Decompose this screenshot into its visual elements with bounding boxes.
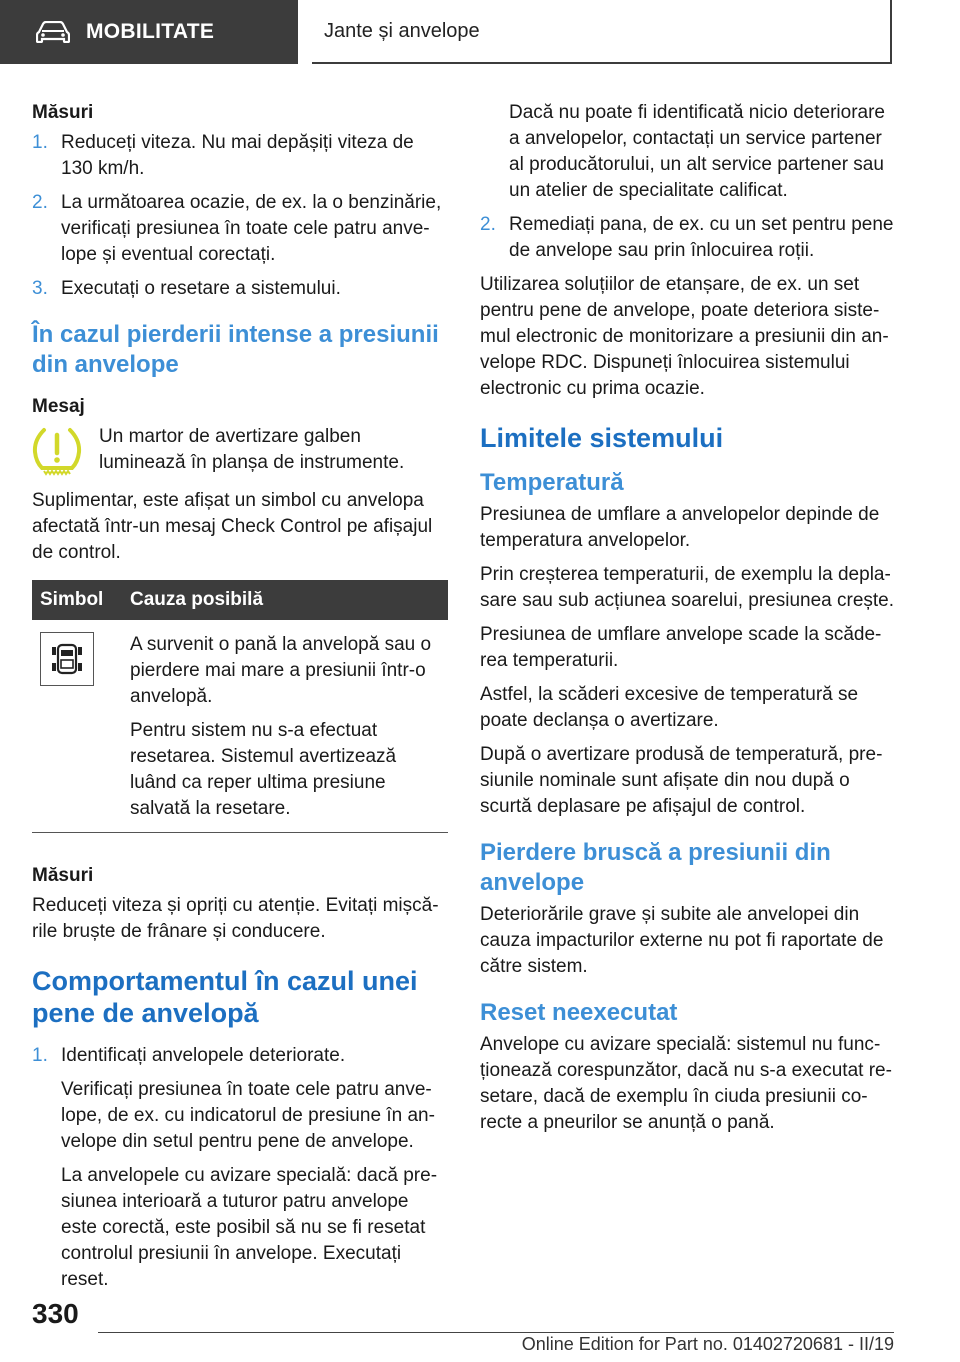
temp-text-2: Prin creșterea temperaturii, de exemplu la deplasare sau sub acțiunea soarelui, presiunea crește. bbox=[480, 564, 895, 611]
step-number: 2. bbox=[480, 214, 496, 235]
brusca-text: Deteriorările grave și subite ale anvelopei din cauza impacturilor externe nu pot fi raportate de către sistem. bbox=[480, 904, 884, 977]
page-header bbox=[0, 0, 960, 66]
table-header-row bbox=[32, 580, 448, 620]
temp-text-1: Presiunea de umflare a anvelopelor depinde de temperatura anvelopelor. bbox=[480, 504, 880, 551]
mesaj-title: Mesaj bbox=[32, 396, 85, 417]
step-text: Identificați anvelopele deteriorate. bbox=[61, 1045, 346, 1066]
suplimentar-text: Suplimentar, este afișat un simbol cu anvelopa afectată într-un mesaj Check Control pe afișajul de control. bbox=[32, 490, 433, 563]
cause-cell bbox=[122, 620, 448, 833]
list-item bbox=[32, 130, 448, 182]
step-number: 1. bbox=[32, 1045, 48, 1066]
step-text: Executați o resetare a sistemului. bbox=[61, 278, 341, 299]
list-item bbox=[480, 212, 896, 264]
section-tab[interactable] bbox=[0, 0, 298, 64]
reset-text: Anvelope cu avizare specială: sistemul nu funcționează corespunzător, dacă nu s-a executat resetare, dacă de exemplu în ciuda presiunii corecte a pneurilor se anunță o pană. bbox=[480, 1034, 892, 1133]
flat-tire-car-icon bbox=[47, 639, 87, 679]
table-row bbox=[32, 620, 448, 833]
heading-limitele: Limitele sistemului bbox=[480, 423, 724, 453]
step-paragraph: Verificați presiunea în toate cele patru anvelope, de ex. cu indicatorul de presiune în anvelope din setul pentru pene de anvelope. bbox=[61, 1079, 435, 1152]
heading-pierdere-brusca: Pierdere bruscă a presiunii din anvelope bbox=[480, 839, 831, 896]
page-number: 330 bbox=[32, 1298, 79, 1329]
temp-text-4: Astfel, la scăderi excesive de temperatură se poate declanșa o avertizare. bbox=[480, 684, 859, 731]
masuri-steps bbox=[32, 130, 448, 302]
step-paragraph: La anvelopele cu avizare specială: dacă presiunea interioară a tuturor patru anvelope este corectă, este posibil să nu se fi resetat controlul presiunii în anvelope. Executați reset. bbox=[61, 1165, 438, 1290]
col-header-cause: Cauza posibilă bbox=[122, 580, 448, 620]
warning-message bbox=[32, 424, 448, 476]
step-text: Remediați pana, de ex. cu un set pentru pene de anvelope sau prin înlocuirea roții. bbox=[509, 214, 894, 261]
heading-temperatura: Temperatură bbox=[480, 469, 624, 496]
list-item bbox=[480, 100, 896, 204]
cause-text-2: Pentru sistem nu s-a efectuat resetarea. Sistemul avertizează luând ca reper ultima presiune salvată la resetare. bbox=[130, 720, 397, 819]
list-item bbox=[32, 276, 448, 302]
masuri2-text: Reduceți viteza și opriți cu atenție. Evitați mișcările bruște de frânare și conducere. bbox=[32, 895, 439, 942]
footer-divider bbox=[98, 1332, 894, 1333]
pana-steps-continued bbox=[480, 100, 896, 264]
symbol-table bbox=[32, 580, 448, 833]
tire-pressure-warning-icon bbox=[32, 424, 82, 476]
masuri2-title: Măsuri bbox=[32, 865, 94, 886]
mesaj-text: Un martor de avertizare galben luminează în planșa de instrumente. bbox=[99, 426, 405, 473]
masuri-title: Măsuri bbox=[32, 102, 94, 123]
symbol-frame bbox=[40, 632, 94, 686]
step-paragraph: Dacă nu poate fi identificată nicio deteriorare a anvelopelor, contactați un service partener al producătorului, un alt service partener sau un atelier de specialitate calificat. bbox=[509, 102, 886, 201]
left-column bbox=[32, 100, 448, 1301]
pana-steps bbox=[32, 1043, 448, 1293]
cause-text-1: A survenit o pană la anvelopă sau o pierdere mai mare a presiunii într-o anvelopă. bbox=[130, 634, 432, 707]
step-number: 3. bbox=[32, 278, 48, 299]
sealant-text: Utilizarea soluțiilor de etanșare, de ex. un set pentru pene de anvelope, poate deteriora sistemul electronic de monitorizare a presiunii din anvelope RDC. Dispuneți înlocuirea sistemului electronic cu prima ocazie. bbox=[480, 274, 889, 399]
list-item bbox=[32, 1043, 448, 1293]
car-icon bbox=[36, 21, 70, 43]
chapter-tab[interactable] bbox=[312, 0, 892, 64]
heading-comportament-pana: Comportamentul în cazul unei pene de anvelopă bbox=[32, 966, 418, 1028]
step-text: La următoarea ocazie, de ex. la o benzinărie, verificați presiunea în toate cele patru anvelope și eventual corectați. bbox=[61, 192, 442, 265]
step-number: 1. bbox=[32, 132, 48, 153]
chapter-label: Jante și anvelope bbox=[324, 19, 480, 42]
temp-text-3: Presiunea de umflare anvelope scade la scăderea temperaturii. bbox=[480, 624, 882, 671]
section-label: MOBILITATE bbox=[86, 20, 215, 43]
symbol-cell bbox=[32, 620, 122, 833]
step-text: Reduceți viteza. Nu mai depășiți viteza de 130 km/h. bbox=[61, 132, 414, 179]
heading-reset: Reset neexecutat bbox=[480, 999, 678, 1026]
heading-pierdere-presiune: În cazul pierderii intense a presiunii din anvelope bbox=[32, 321, 439, 378]
step-number: 2. bbox=[32, 192, 48, 213]
list-item bbox=[32, 190, 448, 268]
col-header-symbol: Simbol bbox=[32, 580, 122, 620]
edition-text: Online Edition for Part no. 01402720681 - II/19 bbox=[521, 1334, 894, 1354]
right-column bbox=[480, 100, 896, 1144]
temp-text-5: După o avertizare produsă de temperatură, presiunile nominale sunt afișate din nou după o scurtă deplasare pe afișajul de control. bbox=[480, 744, 883, 817]
